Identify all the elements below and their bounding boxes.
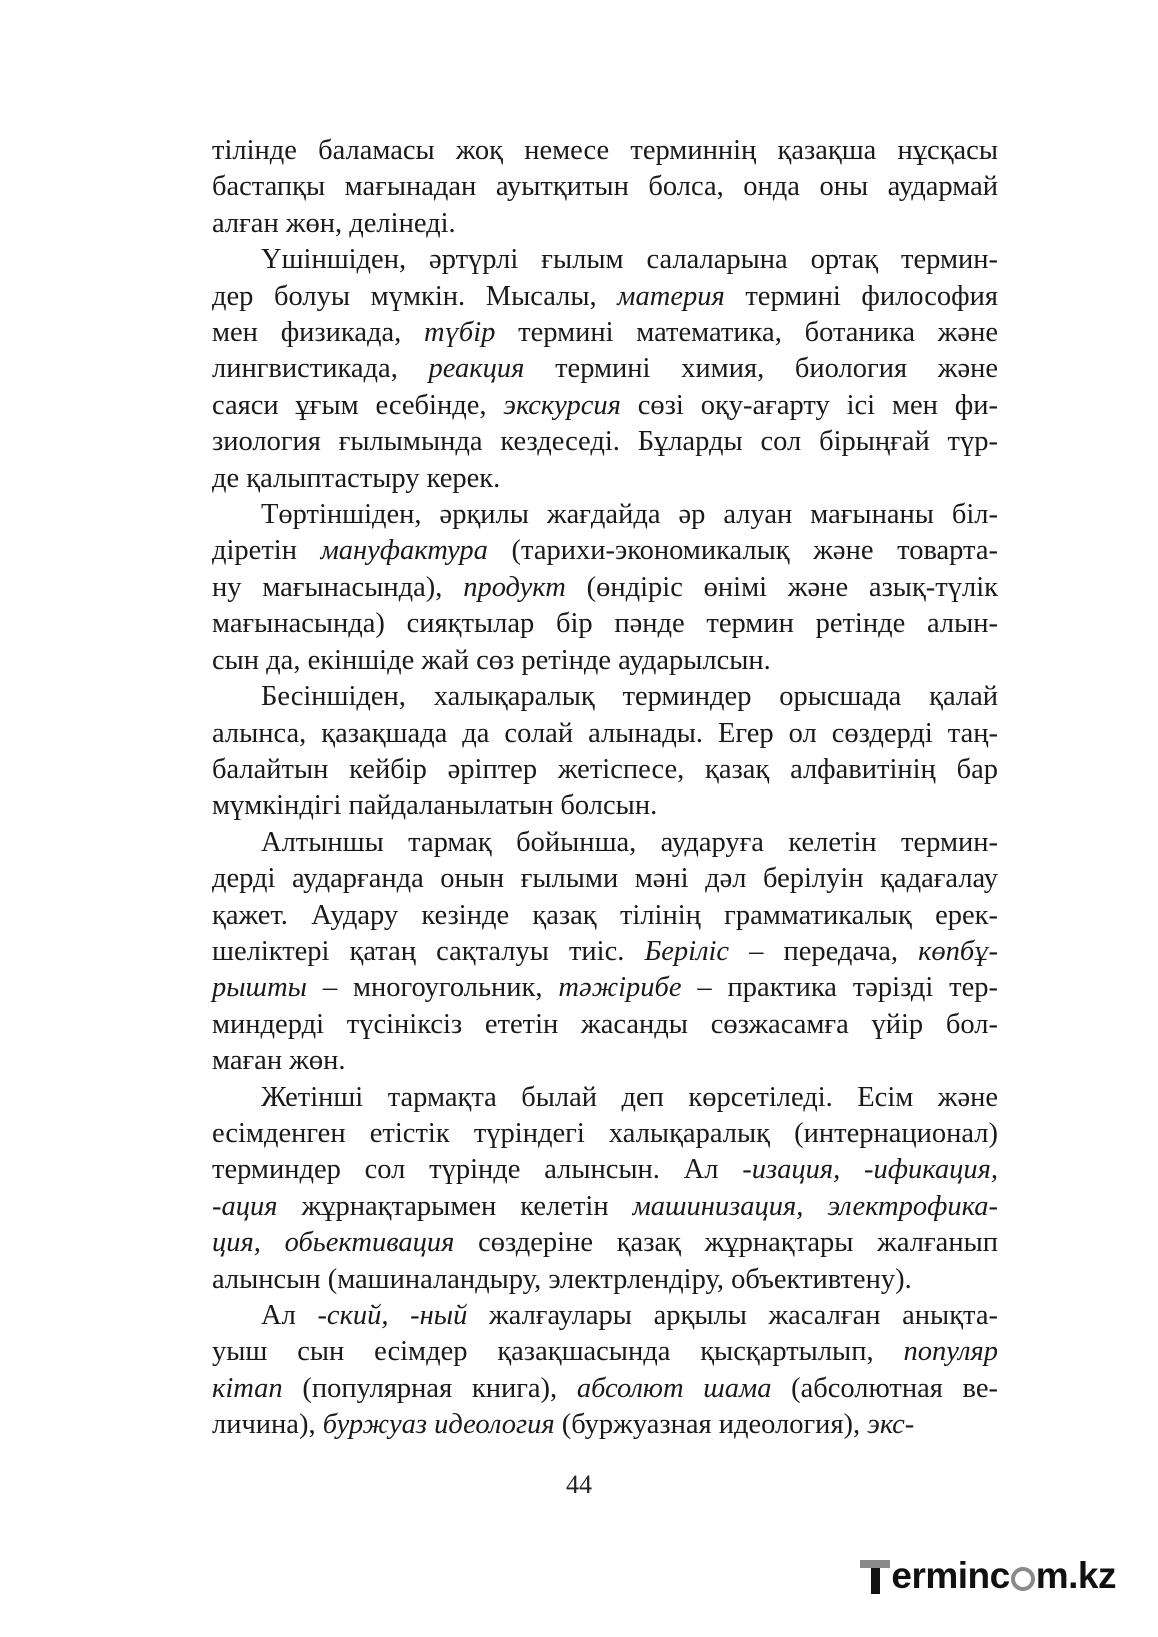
paragraph <box>212 825 998 1080</box>
text-line <box>212 861 998 897</box>
text-run: Алтыншы тармақ бойынша, аударуға келетін термин- <box>261 826 998 858</box>
text-run: миндерді түсініксіз ететін жасанды сөзжасамға үйір бол- <box>212 1008 998 1040</box>
text-line <box>212 643 998 679</box>
text-line <box>212 606 998 642</box>
text-line <box>212 570 998 606</box>
text-run: балайтын кейбір әріптер жетіспесе, қазақ алфавитінің бар <box>212 753 998 785</box>
text-run: қажет. Аудару кезінде қазақ тілінің грамматикалық ерек- <box>212 899 998 931</box>
text-line <box>212 970 998 1006</box>
watermark-text-c: c <box>989 1555 1010 1596</box>
text-run: мен физикада, <box>212 317 425 349</box>
italic-term: -ский, -ный <box>317 1300 468 1331</box>
text-line <box>212 497 998 533</box>
text-run: жалғаулары арқылы жасалған анықта- <box>467 1300 998 1331</box>
text-run: сөзі оқу-ағарту ісі мен фи- <box>620 389 999 421</box>
text-run: сөздеріне қазақ жұрнақтары жалғанып <box>454 1227 998 1259</box>
text-line <box>212 1116 998 1152</box>
watermark-text-right: m.kz <box>1035 1555 1116 1596</box>
text-run: (өндіріс өнімі және азық-түлік <box>565 571 998 603</box>
text-run: бастапқы мағынадан ауытқитын болса, онда оны аудармай <box>212 171 998 203</box>
text-run: жұрнақтарымен келетін <box>277 1190 633 1222</box>
text-run: діретін <box>212 535 321 567</box>
text-run: шеліктері қатаң сақталуы тиіс. <box>212 935 645 967</box>
text-line <box>212 351 998 387</box>
italic-term: мануфактура <box>320 535 488 567</box>
text-run: уыш сын есімдер қазақшасында қысқартылып, <box>212 1336 904 1368</box>
italic-term: түбір <box>424 317 496 349</box>
italic-term: тәжірибе <box>558 972 682 1004</box>
text-line <box>212 788 998 824</box>
text-run: тілінде баламасы жоқ немесе терминнің қазақша нұсқасы <box>212 135 998 166</box>
italic-term: кітап <box>212 1372 283 1404</box>
text-run: Ал <box>261 1300 318 1331</box>
text-run: де қалыптастыру керек. <box>212 462 501 494</box>
text-line <box>212 679 998 715</box>
text-run: дер болуы мүмкін. Мысалы, <box>212 280 618 312</box>
text-run: есімденген етістік түріндегі халықаралық (интернационал) <box>212 1117 998 1149</box>
text-run: алған жөн, делінеді. <box>212 207 456 239</box>
logo-o-icon <box>1011 1567 1035 1591</box>
paragraph <box>212 133 998 242</box>
text-line <box>212 1007 998 1043</box>
italic-term: реакция <box>428 353 525 385</box>
text-line <box>212 1189 998 1225</box>
watermark-text-left: ermin <box>891 1555 990 1596</box>
italic-term: экс- <box>867 1409 915 1441</box>
paragraph <box>212 1298 998 1444</box>
text-run: термині математика, ботаника және <box>495 317 998 349</box>
text-line <box>212 898 998 934</box>
text-run: Жетінші тармақта былай деп көрсетіледі. Есім және <box>261 1081 998 1113</box>
text-run: термині химия, биология және <box>524 353 998 385</box>
text-line <box>212 169 998 205</box>
document-body <box>212 133 998 1444</box>
site-watermark-logo <box>860 1555 1116 1597</box>
italic-term: машинизация, электрофика- <box>632 1190 998 1222</box>
text-run: Үшіншіден, әртүрлі ғылым салаларына ортақ термин- <box>261 244 998 276</box>
text-run: термині философия <box>724 280 998 312</box>
text-run: алынсын (машиналандыру, электрлендіру, объективтену). <box>212 1263 912 1295</box>
paragraph <box>212 1080 998 1298</box>
text-line <box>212 752 998 788</box>
text-line <box>212 1371 998 1407</box>
text-run: сын да, екіншіде жай сөз ретінде аударылсын. <box>212 644 771 676</box>
italic-term: продукт <box>463 571 566 603</box>
italic-term: көпбұ- <box>918 935 998 967</box>
text-run: личина), <box>212 1409 323 1441</box>
text-line <box>212 315 998 351</box>
text-line <box>212 1407 998 1443</box>
text-line <box>212 533 998 569</box>
text-run: (тарихи-экономикалық және товарта- <box>487 535 998 567</box>
text-run: – многоугольник, <box>306 972 559 1004</box>
italic-term: материя <box>617 280 725 312</box>
text-run: дерді аударғанда онын ғылыми мәні дәл берілуін қадағалау <box>212 863 998 895</box>
text-run: (буржуазная идеология), <box>554 1409 868 1441</box>
italic-term: буржуаз идеология <box>322 1409 555 1441</box>
italic-term: абсолют шама <box>576 1372 772 1404</box>
text-run: (абсолютная ве- <box>771 1372 998 1404</box>
text-run: лингвистикада, <box>212 353 429 385</box>
paragraph <box>212 497 998 679</box>
text-line <box>212 461 998 497</box>
text-line <box>212 825 998 861</box>
italic-term: -изация, -ификация, <box>742 1154 998 1186</box>
text-run: (популярная книга), <box>282 1372 577 1404</box>
italic-term: популяр <box>903 1336 998 1368</box>
paragraph <box>212 242 998 497</box>
text-line <box>212 206 998 242</box>
text-line <box>212 1225 998 1261</box>
text-line <box>212 424 998 460</box>
italic-term: Беріліс <box>644 935 730 967</box>
italic-term: -ация <box>212 1190 278 1222</box>
text-run: терминдер сол түрінде алынсын. Ал <box>212 1154 743 1186</box>
text-line <box>212 1334 998 1370</box>
italic-term: рышты <box>212 972 307 1004</box>
text-line <box>212 934 998 970</box>
logo-t-icon <box>860 1556 890 1596</box>
paragraph <box>212 679 998 825</box>
text-line <box>212 716 998 752</box>
text-run: алынса, қазақшада да солай алынады. Егер ол сөздерді таң- <box>212 717 998 749</box>
text-line <box>212 279 998 315</box>
text-run: – передача, <box>729 935 919 967</box>
italic-term: экскурсия <box>503 389 621 421</box>
italic-term: ция, обьективация <box>212 1227 455 1259</box>
text-run: мағынасында) сияқтылар бір пәнде термин ретінде алын- <box>212 608 998 640</box>
text-run: зиология ғылымында кездеседі. Бұларды сол бірыңғай түр- <box>212 426 998 458</box>
text-line <box>212 1080 998 1116</box>
text-line <box>212 1298 998 1334</box>
text-line <box>212 242 998 278</box>
page-number: 44 <box>566 1470 592 1499</box>
text-line <box>212 388 998 424</box>
text-run: – практика тәрізді тер- <box>681 972 998 1004</box>
text-run: маған жөн. <box>212 1045 346 1077</box>
text-run: саяси ұғым есебінде, <box>212 389 504 421</box>
text-run: Төртіншіден, әрқилы жағдайда әр алуан мағынаны біл- <box>261 499 998 531</box>
text-line <box>212 1043 998 1079</box>
text-line <box>212 1262 998 1298</box>
text-run: ну мағынасында), <box>212 571 464 603</box>
text-line <box>212 133 998 169</box>
text-line <box>212 1152 998 1188</box>
text-run: мүмкіндігі пайдаланылатын болсын. <box>212 790 658 822</box>
text-run: Бесіншіден, халықаралық терминдер орысшада қалай <box>261 681 998 713</box>
